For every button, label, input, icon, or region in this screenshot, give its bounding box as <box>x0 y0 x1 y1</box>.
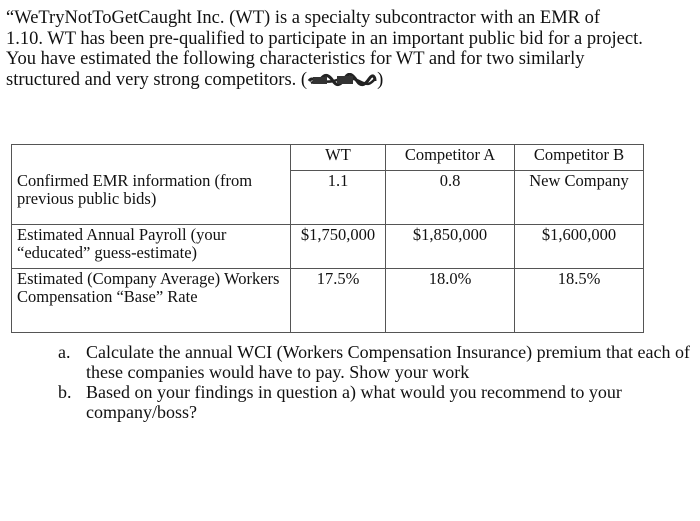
intro-line-1: “WeTryNotToGetCaught Inc. (WT) is a specialty subcontractor with an EMR of <box>6 8 601 28</box>
row-label-emr: Confirmed EMR information (from previous public bids) <box>12 171 291 225</box>
paren-close: ) <box>377 69 384 90</box>
paren-open: ( <box>300 69 308 90</box>
intro-line-3: You have estimated the following characteristics for WT and for two similarly <box>6 49 585 69</box>
comparison-table <box>11 144 644 333</box>
intro-line-4-text: structured and very strong competitors. <box>6 69 297 90</box>
table-row <box>12 225 644 269</box>
cell-competitor-a-payroll: $1,850,000 <box>386 225 515 269</box>
question-a-text: Calculate the annual WCI (Workers Compensation Insurance) premium that each of these companies would have to pay. Show your work <box>86 342 691 382</box>
table-header-row <box>12 145 644 171</box>
intro-line-2: 1.10. WT has been pre-qualified to participate in an important public bid for a project. <box>6 28 643 49</box>
question-a-marker: a. <box>58 342 71 362</box>
question-b-marker: b. <box>58 382 72 402</box>
header-competitor-b: Competitor B <box>515 145 644 171</box>
redaction-scribble-icon <box>307 73 377 87</box>
cell-wt-emr: 1.1 <box>291 171 386 225</box>
question-a <box>58 342 698 382</box>
table-row <box>12 171 644 225</box>
header-competitor-a: Competitor A <box>386 145 515 171</box>
cell-wt-payroll: $1,750,000 <box>291 225 386 269</box>
cell-competitor-b-emr: New Company <box>515 171 644 225</box>
table-row <box>12 269 644 333</box>
header-empty-cell <box>12 145 291 171</box>
row-label-payroll: Estimated Annual Payroll (your “educated” guess-estimate) <box>12 225 291 269</box>
row-label-base-rate: Estimated (Company Average) Workers Compensation “Base” Rate <box>12 269 291 333</box>
question-b <box>58 382 698 422</box>
cell-wt-base-rate: 17.5% <box>291 269 386 333</box>
intro-line-4 <box>6 70 694 91</box>
cell-competitor-b-base-rate: 18.5% <box>515 269 644 333</box>
question-b-text: Based on your findings in question a) what would you recommend to your company/boss? <box>86 382 622 422</box>
question-list <box>58 342 698 422</box>
problem-intro <box>6 8 694 90</box>
cell-competitor-a-base-rate: 18.0% <box>386 269 515 333</box>
cell-competitor-b-payroll: $1,600,000 <box>515 225 644 269</box>
header-wt: WT <box>291 145 386 171</box>
cell-competitor-a-emr: 0.8 <box>386 171 515 225</box>
